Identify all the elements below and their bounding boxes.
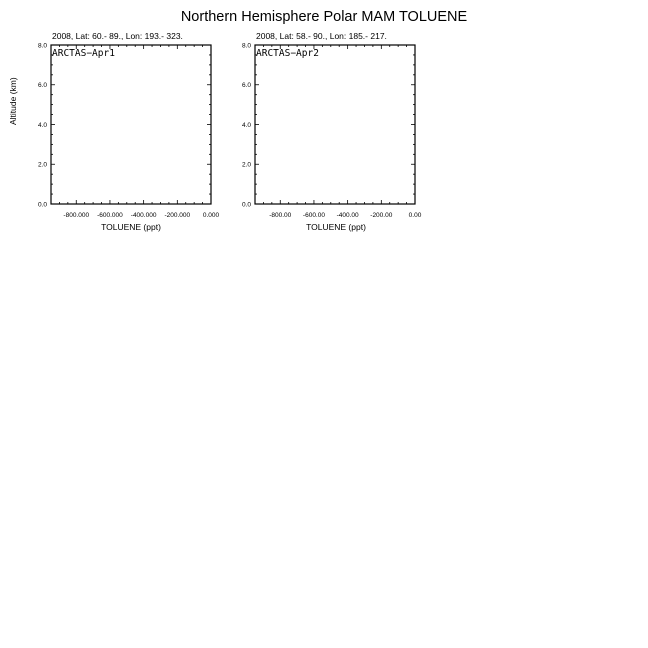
x-tick-label: -200.000 <box>164 212 191 219</box>
y-tick-label: 8.0 <box>241 42 251 50</box>
y-tick-label: 4.0 <box>241 121 251 129</box>
y-tick-label: 8.0 <box>37 42 47 50</box>
x-tick-label: -800.00 <box>269 212 292 219</box>
x-tick-label: -600.000 <box>97 212 123 219</box>
panel-subtitle: 2008, Lat: 60.- 89., Lon: 193.- 323. <box>52 31 183 41</box>
y-tick-label: 0.0 <box>241 201 251 209</box>
plot-frame <box>255 45 415 204</box>
y-tick-label: 6.0 <box>241 82 251 90</box>
x-tick-label: -600.00 <box>302 212 325 219</box>
chart-panel-apr2 <box>235 30 475 240</box>
panel-label: ARCTAS−Apr1 <box>52 48 115 59</box>
x-tick-label: -400.00 <box>336 212 359 219</box>
x-tick-label: -400.000 <box>130 212 157 219</box>
x-tick-label: -200.00 <box>370 212 393 219</box>
y-tick-label: 4.0 <box>37 121 47 129</box>
y-tick-label: 0.0 <box>37 201 47 209</box>
x-tick-label: -800.000 <box>63 212 90 219</box>
chart-panel-apr1 <box>8 30 270 240</box>
plot-area <box>30 30 270 240</box>
y-axis-label: Altitude (km) <box>8 77 18 125</box>
plot-area <box>235 30 475 240</box>
panel-subtitle: 2008, Lat: 58.- 90., Lon: 185.- 217. <box>256 31 387 41</box>
y-tick-label: 2.0 <box>241 161 251 169</box>
x-tick-label: 0.00 <box>408 212 422 219</box>
x-tick-label: 0.000 <box>202 212 220 219</box>
x-axis-label: TOLUENE (ppt) <box>101 222 161 232</box>
plot-frame <box>51 45 211 204</box>
x-axis-label: TOLUENE (ppt) <box>306 222 366 232</box>
panel-label: ARCTAS−Apr2 <box>256 48 319 59</box>
page-title: Northern Hemisphere Polar MAM TOLUENE <box>180 9 468 25</box>
y-tick-label: 6.0 <box>37 82 47 90</box>
y-tick-label: 2.0 <box>37 161 47 169</box>
